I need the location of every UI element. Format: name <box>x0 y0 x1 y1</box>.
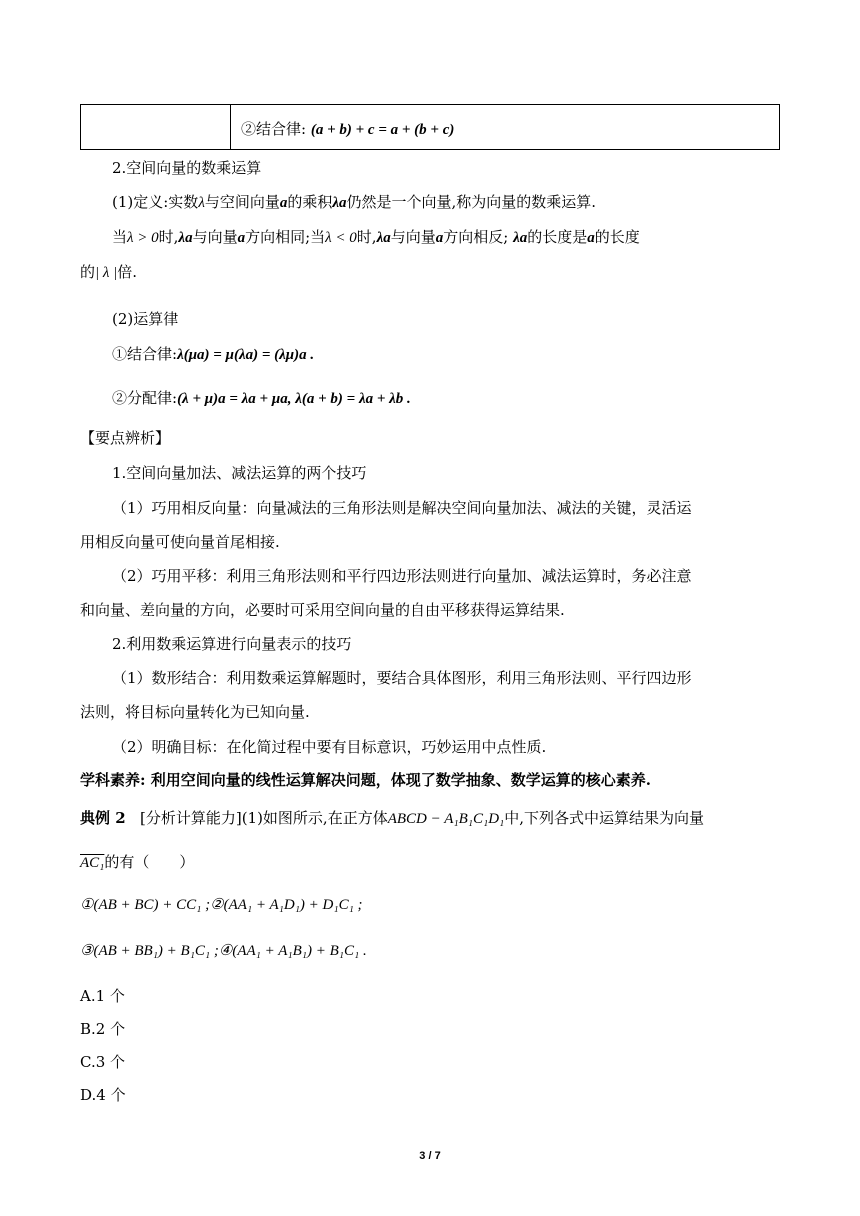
text: (1)定义:实数 <box>112 193 199 211</box>
times-line <box>80 262 137 283</box>
expr-1: ①(AB + BC) + CC₁ ; <box>80 897 211 913</box>
expr-3: ③(AB + BB₁) + B₁C₁ ; <box>80 943 219 959</box>
math-lambda-a: λa <box>513 230 528 246</box>
math-a: a <box>279 195 288 211</box>
tip1-2a: （2）巧用平移：利用三角形法则和平行四边形法则进行向量加、减法运算时，务必注意 <box>112 567 692 585</box>
text: 中,下列各式中运算结果为向量 <box>504 809 705 827</box>
text: 与空间向量 <box>204 193 280 211</box>
text: 与向量 <box>192 228 238 246</box>
definition-line <box>112 192 596 213</box>
expr-2: ②(AA₁ + A₁D₁) + D₁C₁ ; <box>210 897 363 913</box>
assoc-formula: λ(μa) = μ(λa) = (λμ)a . <box>177 347 315 363</box>
table-row-formula: (a + b) + c = a + (b + c) <box>310 122 455 138</box>
tip2-heading: 2.利用数乘运算进行向量表示的技巧 <box>112 635 352 653</box>
dist-formula: (λ + μ)a = λa + μa, λ(a + b) = λa + λb . <box>177 391 411 407</box>
math-lambda-a: λa <box>376 230 391 246</box>
text: 仍然是一个向量,称为向量的数乘运算. <box>346 193 597 211</box>
page-number: 3 / 7 <box>419 1150 441 1162</box>
text: 倍. <box>117 263 138 281</box>
option-c: C.3 个 <box>80 1053 126 1071</box>
math-a: a <box>237 230 246 246</box>
math-a: a <box>435 230 444 246</box>
text: 的长度 <box>594 228 640 246</box>
math-lambda-a: λa <box>178 230 193 246</box>
text: 与向量 <box>390 228 436 246</box>
section-heading: 2.空间向量的数乘运算 <box>112 159 262 177</box>
example-stem <box>80 808 704 829</box>
math-a: a <box>587 230 595 246</box>
expr-4: ④(AA₁ + A₁B₁) + B₁C₁ . <box>218 943 367 959</box>
math-lt0: λ < 0 <box>325 230 357 246</box>
text: ①结合律: <box>112 345 178 363</box>
text: 的有（ ） <box>104 853 195 871</box>
text: 时, <box>356 228 377 246</box>
literacy-line: 学科素养: 利用空间向量的线性运算解决问题，体现了数学抽象、数学运算的核心素养. <box>80 771 651 789</box>
tip2-1b: 法则，将目标向量转化为已知向量. <box>80 703 310 721</box>
option-b: B.2 个 <box>80 1020 126 1038</box>
text: ②分配律: <box>112 389 178 407</box>
text: 的 <box>80 263 96 281</box>
text: 时, <box>158 228 179 246</box>
tip1-1b: 用相反向量可使向量首尾相接. <box>80 533 280 551</box>
math-gt0: λ > 0 <box>127 230 159 246</box>
option-d: D.4 个 <box>80 1086 126 1104</box>
option-a: A.1 个 <box>80 987 125 1005</box>
expr-line-2 <box>80 940 367 961</box>
example-stem-2 <box>80 852 194 873</box>
tip2-1a: （1）数形结合：利用数乘运算解题时，要结合具体图形，利用三角形法则、平行四边形 <box>112 669 692 687</box>
assoc-law <box>112 344 314 365</box>
dist-law <box>112 388 411 409</box>
tip1-2b: 和向量、差向量的方向，必要时可采用空间向量的自由平移获得运算结果. <box>80 601 565 619</box>
math-cube: ABCD − A₁B₁C₁D₁ <box>387 811 505 827</box>
tip1-1a: （1）巧用相反向量：向量减法的三角形法则是解决空间向量加法、减法的关键，灵活运 <box>112 499 692 517</box>
math-target-vector: AC₁ <box>80 855 105 871</box>
example-label: 典例 2 <box>80 809 126 827</box>
text: 的长度是 <box>527 228 588 246</box>
text: 方向相同;当 <box>245 228 326 246</box>
math-lambda: λ <box>198 195 205 211</box>
law-table <box>80 104 780 150</box>
key-points-title: 【要点辨析】 <box>80 429 171 447</box>
text: 方向相反; <box>443 228 509 246</box>
math-lambda-a: λa <box>332 195 347 211</box>
law-heading: (2)运算律 <box>112 310 179 328</box>
table-row-label: ②结合律: <box>241 120 307 138</box>
text: [分析计算能力](1)如图所示,在正方体 <box>139 809 388 827</box>
tip1-heading: 1.空间向量加法、减法运算的两个技巧 <box>112 464 367 482</box>
table-cell-assoc <box>241 118 454 139</box>
expr-line-1 <box>80 894 363 915</box>
direction-line <box>112 227 640 248</box>
math-abs-lambda: | λ | <box>95 265 118 281</box>
tip2-2: （2）明确目标：在化简过程中要有目标意识，巧妙运用中点性质. <box>112 738 547 756</box>
text: 当 <box>112 228 128 246</box>
table-divider <box>230 105 231 149</box>
text: 的乘积 <box>287 193 333 211</box>
